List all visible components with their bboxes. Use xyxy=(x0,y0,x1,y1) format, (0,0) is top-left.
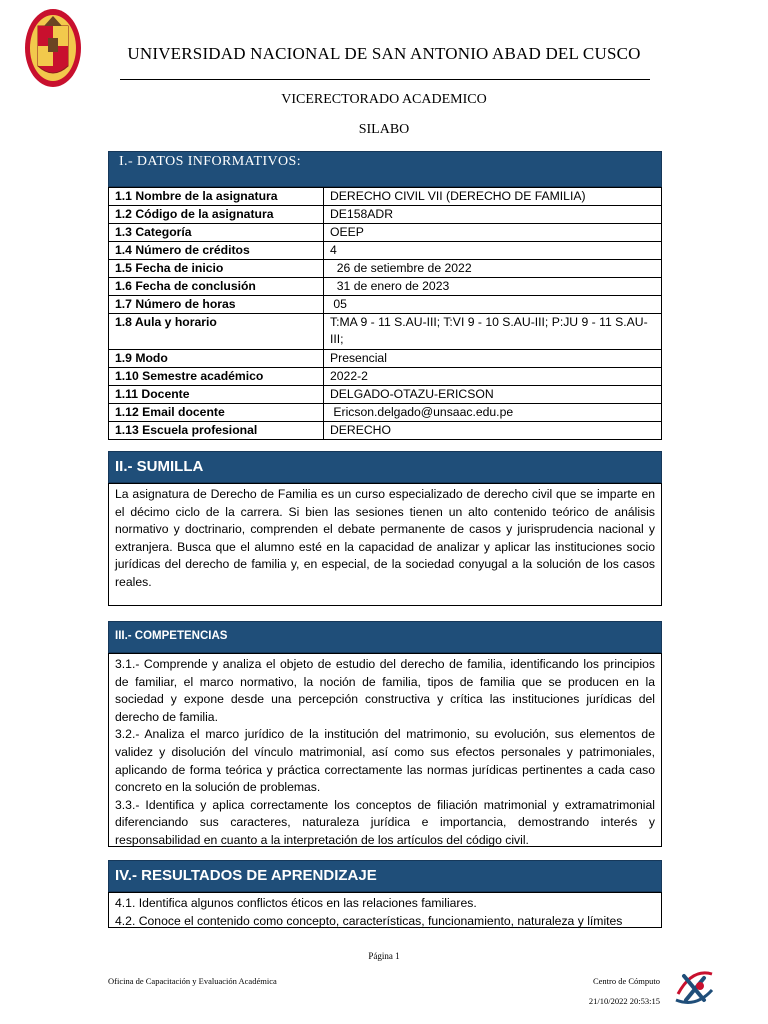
table-row xyxy=(109,386,662,404)
resultado-item: 4.1. Identifica algunos conflictos éticos en las relaciones familiares. xyxy=(115,896,477,910)
row-key: 1.7 Número de horas xyxy=(109,296,324,314)
row-key: 1.9 Modo xyxy=(109,350,324,368)
section-datos-informativos-header: I.- DATOS INFORMATIVOS: xyxy=(108,151,662,187)
row-value: DERECHO CIVIL VII (DERECHO DE FAMILIA) xyxy=(324,188,662,206)
footer-center: Centro de Cómputo xyxy=(592,976,660,986)
resultados-box xyxy=(108,892,662,928)
header-divider xyxy=(120,79,650,80)
document-type-title: SILABO xyxy=(358,122,410,137)
table-row xyxy=(109,314,662,350)
row-value: 4 xyxy=(324,242,662,260)
table-row xyxy=(109,368,662,386)
row-key: 1.1 Nombre de la asignatura xyxy=(109,188,324,206)
sumilla-text: La asignatura de Derecho de Familia es un curso especializado de derecho civil que se imparte en el décimo ciclo de la carrera. Si bien las sesiones tienen un alto contenido teórico de análisis normativo y doctrinario, comprenden el debate permanente de casos y jurisprudencia nacional y extranjera. Busca que el alumno esté en la capacidad de analizar y aplicar las instituciones socio jurídicas del derecho de familia y, en especial, de la sociedad conyugal a la solución de los casos reales. xyxy=(108,483,662,606)
table-row xyxy=(109,404,662,422)
table-row xyxy=(109,224,662,242)
row-key: 1.3 Categoría xyxy=(109,224,324,242)
row-value: OEEP xyxy=(324,224,662,242)
table-row xyxy=(109,260,662,278)
row-key: 1.8 Aula y horario xyxy=(109,314,324,350)
table-row xyxy=(109,296,662,314)
table-row xyxy=(109,188,662,206)
section-sumilla-header: II.- SUMILLA xyxy=(108,451,662,483)
footer-datetime: 21/10/2022 20:53:15 xyxy=(588,996,660,1006)
row-value: Presencial xyxy=(324,350,662,368)
row-key: 1.13 Escuela profesional xyxy=(109,422,324,440)
section-resultados-header: IV.- RESULTADOS DE APRENDIZAJE xyxy=(108,860,662,892)
competencia-item: 3.3.- Identifica y aplica correctamente los conceptos de filiación matrimonial y extramatrimonial diferenciando sus caracteres, naturaleza jurídica e importancia, demostrando interés y responsabilidad en cuanto a la interpretación de los artículos del código civil. xyxy=(115,797,655,847)
row-value: DELGADO-OTAZU-ERICSON xyxy=(324,386,662,404)
university-name: UNIVERSIDAD NACIONAL DE SAN ANTONIO ABAD DEL CUSCO xyxy=(127,44,641,63)
row-key: 1.2 Código de la asignatura xyxy=(109,206,324,224)
datos-informativos-table xyxy=(108,187,662,440)
row-key: 1.12 Email docente xyxy=(109,404,324,422)
row-value: T:MA 9 - 11 S.AU-III; T:VI 9 - 10 S.AU-III; P:JU 9 - 11 S.AU-III; xyxy=(324,314,662,350)
section-competencias-header: III.- COMPETENCIAS xyxy=(108,621,662,653)
competencias-box xyxy=(108,653,662,847)
vicerectorado-title: VICERECTORADO ACADEMICO xyxy=(281,92,487,107)
row-key: 1.6 Fecha de conclusión xyxy=(109,278,324,296)
row-value: 05 xyxy=(324,296,662,314)
row-key: 1.4 Número de créditos xyxy=(109,242,324,260)
table-row xyxy=(109,422,662,440)
table-row xyxy=(109,278,662,296)
resultado-item: 4.2. Conoce el contenido como concepto, características, funcionamiento, naturaleza y límites xyxy=(115,913,623,928)
competencia-item: 3.1.- Comprende y analiza el objeto de estudio del derecho de familia, identificando los principios de familiar, el marco normativo, la noción de familia, tipos de familia que se producen en la sociedad y expone desde una percepción constructiva y crítica las instituciones jurídicas del derecho de familia. xyxy=(115,657,655,724)
table-row xyxy=(109,242,662,260)
row-key: 1.11 Docente xyxy=(109,386,324,404)
row-value: Ericson.delgado@unsaac.edu.pe xyxy=(324,404,662,422)
table-row xyxy=(109,350,662,368)
row-key: 1.5 Fecha de inicio xyxy=(109,260,324,278)
row-value: DE158ADR xyxy=(324,206,662,224)
row-value: 2022-2 xyxy=(324,368,662,386)
row-value: DERECHO xyxy=(324,422,662,440)
page-number: Página 1 xyxy=(368,951,400,961)
table-row xyxy=(109,206,662,224)
row-value: 26 de setiembre de 2022 xyxy=(324,260,662,278)
row-value: 31 de enero de 2023 xyxy=(324,278,662,296)
row-key: 1.10 Semestre académico xyxy=(109,368,324,386)
computing-center-logo xyxy=(672,964,716,1008)
competencia-item: 3.2.- Analiza el marco jurídico de la institución del matrimonio, su evolución, sus elementos de validez y disolución del vínculo matrimonial, así como sus efectos personales y patrimoniales, aplicando de forma teórica y práctica correctamente las normas jurídicas pertinentes a cada caso concreto en la solución de problemas. xyxy=(115,727,655,795)
footer-office: Oficina de Capacitación y Evaluación Académica xyxy=(108,976,277,986)
